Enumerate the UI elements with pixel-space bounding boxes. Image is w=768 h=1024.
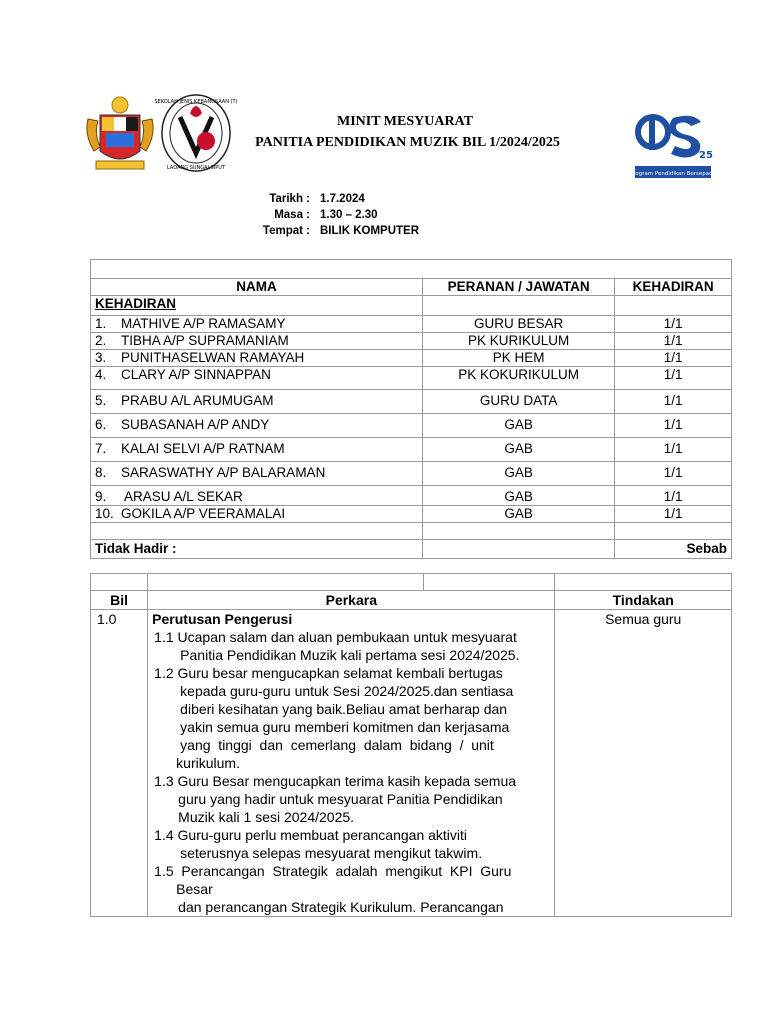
item-line: kurikulum. xyxy=(176,755,240,771)
empty-cell xyxy=(423,296,615,316)
table-row xyxy=(91,438,732,462)
school-crest-logo xyxy=(154,93,238,175)
member-role: PK KOKURIKULUM xyxy=(423,367,615,390)
member-role: GAB xyxy=(423,414,615,438)
date-value: 1.7.2024 xyxy=(320,193,365,205)
coat-of-arms-logo xyxy=(82,95,158,177)
item-content xyxy=(148,610,555,917)
programme-logo xyxy=(629,106,717,180)
table-row xyxy=(91,486,732,506)
item-line: diberi kesihatan yang baik.Beliau amat berharap dan xyxy=(180,701,508,717)
member-name: KALAI SELVI A/P RATNAM xyxy=(121,441,285,456)
row-number: 6. xyxy=(95,417,107,432)
member-name: GOKILA A/P VEERAMALAI xyxy=(121,506,286,521)
crest-bottom-text: LADANG SUNGAI SIPUT xyxy=(166,165,226,171)
item-line: 1.4 Guru-guru perlu membuat perancangan aktiviti xyxy=(154,827,468,843)
member-attendance: 1/1 xyxy=(615,333,732,350)
empty-cell xyxy=(423,523,615,540)
member-name: PRABU A/L ARUMUGAM xyxy=(121,393,274,408)
header-attendance: KEHADIRAN xyxy=(615,279,732,296)
row-number: 5. xyxy=(95,393,107,408)
table-row xyxy=(91,316,732,333)
item-line: Panitia Pendidikan Muzik kali pertama sesi 2024/2025. xyxy=(180,647,520,663)
member-name: CLARY A/P SINNAPPAN xyxy=(121,367,271,382)
minutes-row xyxy=(91,610,732,917)
time-label: Masa : xyxy=(274,209,310,221)
member-name: SARASWATHY A/P BALARAMAN xyxy=(121,465,326,480)
item-action: Semua guru xyxy=(555,610,732,917)
member-role: PK KURIKULUM xyxy=(423,333,615,350)
member-name: PUNITHASELWAN RAMAYAH xyxy=(121,350,305,365)
empty-cell xyxy=(91,523,423,540)
member-name: ARASU A/L SEKAR xyxy=(121,489,243,504)
place-label: Tempat : xyxy=(262,225,310,237)
member-role: GURU BESAR xyxy=(423,316,615,333)
member-name: TIBHA A/P SUPRAMANIAM xyxy=(121,333,289,348)
member-name: SUBASANAH A/P ANDY xyxy=(121,417,270,432)
row-number: 9. xyxy=(95,489,107,504)
reason-label: Sebab xyxy=(615,540,732,559)
member-role: GAB xyxy=(423,486,615,506)
member-role: GAB xyxy=(423,506,615,523)
member-attendance: 1/1 xyxy=(615,486,732,506)
row-number: 4. xyxy=(95,367,107,382)
spacer-cell xyxy=(555,574,732,591)
time-value: 1.30 – 2.30 xyxy=(320,209,378,221)
document-subtitle: PANITIA PENDIDIKAN MUZIK BIL 1/2024/2025 xyxy=(255,135,560,150)
item-line: Muzik kali 1 sesi 2024/2025. xyxy=(178,809,355,825)
item-number: 1.0 xyxy=(91,610,148,917)
table-row xyxy=(91,333,732,350)
member-attendance: 1/1 xyxy=(615,350,732,367)
table-row xyxy=(91,414,732,438)
member-attendance: 1/1 xyxy=(615,316,732,333)
date-label: Tarikh : xyxy=(269,193,310,205)
table-row xyxy=(91,367,732,390)
place-value: BILIK KOMPUTER xyxy=(320,225,420,237)
row-number: 3. xyxy=(95,350,107,365)
member-role: GURU DATA xyxy=(423,390,615,414)
member-attendance: 1/1 xyxy=(615,462,732,486)
item-line: yang tinggi dan cemerlang dalam bidang / unit xyxy=(180,737,494,753)
header-name: NAMA xyxy=(91,279,423,296)
item-line: Besar xyxy=(176,881,213,897)
row-number: 10. xyxy=(95,506,114,521)
member-role: GAB xyxy=(423,438,615,462)
spacer-cell xyxy=(148,574,424,591)
table-row xyxy=(91,390,732,414)
item-line: guru yang hadir untuk mesyuarat Panitia Pendidikan xyxy=(178,791,503,807)
programme-number: 25 xyxy=(699,150,713,161)
empty-cell xyxy=(615,296,732,316)
table-row xyxy=(91,350,732,367)
item-line: yakin semua guru memberi komitmen dan kerjasama xyxy=(180,719,510,735)
row-number: 1. xyxy=(95,316,107,331)
member-attendance: 1/1 xyxy=(615,367,732,390)
spacer-cell xyxy=(424,574,555,591)
programme-caption: Program Pendidikan Bersepadu xyxy=(629,171,717,177)
row-number: 8. xyxy=(95,465,107,480)
header-bil: Bil xyxy=(91,591,148,610)
item-line: 1.5 Perancangan Strategik adalah mengikut KPI Guru xyxy=(154,863,512,879)
item-line: 1.1 Ucapan salam dan aluan pembukaan untuk mesyuarat xyxy=(154,629,517,645)
table-row xyxy=(91,506,732,523)
member-attendance: 1/1 xyxy=(615,390,732,414)
document-title: MINIT MESYUARAT xyxy=(337,114,473,129)
member-role: PK HEM xyxy=(423,350,615,367)
item-line: 1.3 Guru Besar mengucapkan terima kasih kepada semua xyxy=(154,773,517,789)
item-line: kepada guru-guru untuk Sesi 2024/2025.dan sentiasa xyxy=(180,683,514,699)
row-number: 7. xyxy=(95,441,107,456)
absent-label: Tidak Hadir : xyxy=(91,540,423,559)
crest-top-text: SEKOLAH JENIS KEBANGSAAN (T) xyxy=(154,99,238,105)
row-number: 2. xyxy=(95,333,107,348)
member-role: GAB xyxy=(423,462,615,486)
member-name: MATHIVE A/P RAMASAMY xyxy=(121,316,286,331)
empty-cell xyxy=(615,523,732,540)
empty-cell xyxy=(423,540,615,559)
section-label: KEHADIRAN xyxy=(91,296,423,316)
table-row xyxy=(91,462,732,486)
meta-block xyxy=(240,193,500,245)
attendance-table xyxy=(90,259,732,559)
header-role: PERANAN / JAWATAN xyxy=(423,279,615,296)
member-attendance: 1/1 xyxy=(615,414,732,438)
item-line: dan perancangan Strategik Kurikulum. Perancangan xyxy=(178,899,504,915)
header-perkara: Perkara xyxy=(148,591,555,610)
item-line: seterusnya selepas mesyuarat mengikut takwim. xyxy=(180,845,483,861)
member-attendance: 1/1 xyxy=(615,438,732,462)
minutes-table xyxy=(90,573,732,917)
header-tindakan: Tindakan xyxy=(555,591,732,610)
table-spacer-row xyxy=(91,260,732,279)
member-attendance: 1/1 xyxy=(615,506,732,523)
item-title: Perutusan Pengerusi xyxy=(152,611,293,627)
spacer-cell xyxy=(91,574,148,591)
item-line: 1.2 Guru besar mengucapkan selamat kembali bertugas xyxy=(154,665,503,681)
